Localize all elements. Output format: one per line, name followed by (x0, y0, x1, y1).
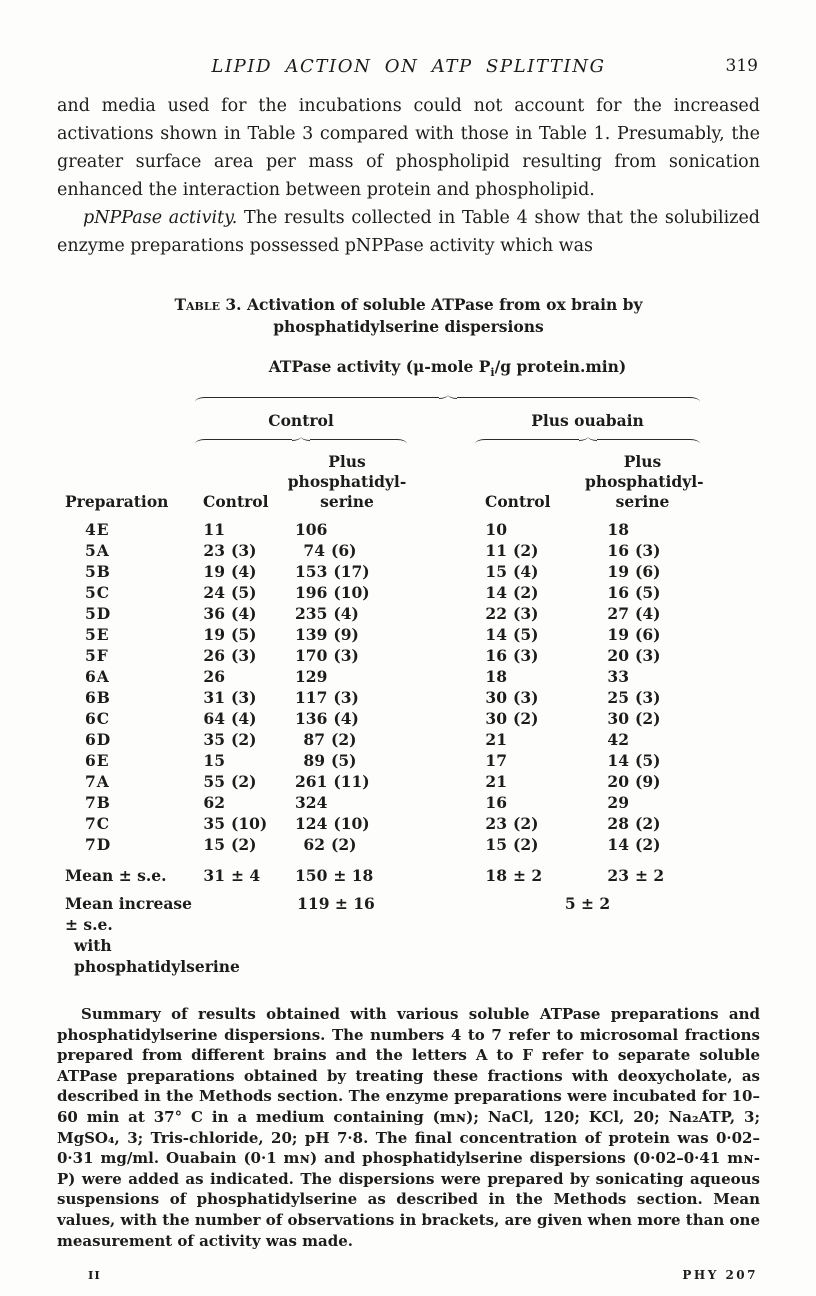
value-number: 31 (203, 688, 225, 708)
value-cell (195, 561, 287, 582)
table-row (60, 540, 700, 561)
value-number: 14 (607, 751, 629, 771)
mean-increase-label: Mean increase ± s.e. with phosphatidylserine (65, 894, 240, 977)
value-number: 15 (485, 835, 507, 855)
group-gap (407, 540, 475, 561)
table-caption-text: Activation of soluble ATPase from ox brain by (246, 295, 643, 314)
mean-increase-section (60, 886, 700, 977)
observation-count: (3) (513, 646, 539, 666)
value-number: 62 (203, 793, 225, 813)
observation-count: (3) (635, 541, 661, 561)
prep-code: 6C (85, 709, 111, 729)
value-cell (287, 561, 407, 582)
table-caption (57, 294, 760, 338)
value-cell (475, 582, 585, 603)
observation-count: (10) (231, 814, 268, 834)
mean-increase-value-control: 119 ± 16 (297, 894, 375, 914)
value-number: 19 (203, 562, 225, 582)
page-footer (57, 1268, 760, 1282)
value-number: 18 (607, 520, 629, 540)
value-cell (585, 603, 700, 624)
observation-count: (5) (231, 583, 257, 603)
value-cell (475, 645, 585, 666)
value-number: 21 (485, 772, 507, 792)
value-cell (195, 519, 287, 540)
value-cell (475, 813, 585, 834)
value-number: 24 (203, 583, 225, 603)
value-number: 28 (607, 814, 629, 834)
table-row (60, 792, 700, 813)
value-number: 124 (295, 814, 328, 834)
value-cell (585, 750, 700, 771)
table-body (60, 519, 700, 886)
prep-code: 7D (85, 835, 112, 855)
value-number: 20 (607, 772, 629, 792)
group-header-plus-ouabain: Plus ouabain (531, 411, 644, 431)
value-number: 25 (607, 688, 629, 708)
prep-code: 6D (85, 730, 112, 750)
group-gap (407, 603, 475, 624)
value-number: 62 (303, 835, 325, 855)
table-row (60, 813, 700, 834)
value-cell (287, 540, 407, 561)
group-gap (407, 645, 475, 666)
observation-count: (6) (635, 562, 661, 582)
value-cell (195, 540, 287, 561)
value-cell (195, 855, 287, 886)
observation-count: (3) (635, 646, 661, 666)
group-gap (407, 834, 475, 855)
value-cell (195, 813, 287, 834)
column-header-preparation: Preparation (65, 492, 169, 512)
observation-count: (2) (513, 814, 539, 834)
value-number: 55 (203, 772, 225, 792)
value-cell (287, 519, 407, 540)
observation-count: (11) (333, 772, 370, 792)
span-brace-atpase-activity (195, 393, 700, 402)
value-number: 42 (607, 730, 629, 750)
value-number: 11 (485, 541, 507, 561)
value-cell (585, 771, 700, 792)
observation-count: (3) (513, 604, 539, 624)
value-number: 15 (203, 835, 225, 855)
observation-count: (2) (635, 709, 661, 729)
group-gap (407, 624, 475, 645)
table-row (60, 771, 700, 792)
value-cell (585, 834, 700, 855)
table-subtitle (195, 356, 700, 393)
observation-count: (5) (635, 583, 661, 603)
table-caption-line2: phosphatidylserine dispersions (273, 317, 544, 336)
value-number: 324 (295, 793, 328, 813)
signature-mark: II (88, 1268, 101, 1283)
paragraph-lead-italic: pNPPase activity. (83, 208, 238, 228)
value-number: 18 (485, 667, 507, 687)
observation-count: (4) (333, 604, 359, 624)
value-cell (585, 666, 700, 687)
value-cell (287, 603, 407, 624)
value-cell (475, 624, 585, 645)
table-row (60, 834, 700, 855)
brace-row-groups (60, 435, 700, 448)
column-header-row (60, 448, 700, 519)
value-cell (287, 666, 407, 687)
value-cell (287, 729, 407, 750)
value-cell (195, 771, 287, 792)
subtitle-subscript: i (490, 366, 495, 380)
value-cell (475, 750, 585, 771)
observation-count: (2) (231, 772, 257, 792)
column-header-plus-phosphatidylserine-2: Plus phosphatidyl- serine (585, 452, 704, 512)
value-cell (195, 792, 287, 813)
table-caption-label: Table 3. (174, 295, 242, 314)
value-cell (195, 666, 287, 687)
value-cell (475, 729, 585, 750)
group-gap (407, 771, 475, 792)
body-paragraph-1: and media used for the incubations could not account for the increased activations shown in Table 3 compared with those in Table 1. Presumably, the greater surface area per mass of phospholipid resulting from sonication enhanced the interaction between protein and phospholipid. (57, 96, 760, 200)
value-cell (287, 855, 407, 886)
group-gap (407, 729, 475, 750)
observation-count: (2) (331, 730, 357, 750)
value-number: 18 (485, 866, 507, 886)
value-number: 22 (485, 604, 507, 624)
mean-increase-row (60, 886, 700, 977)
value-number: 196 (295, 583, 328, 603)
paragraph-rest: The results collected in Table 4 show that the solubilized enzyme preparations possessed pNPPase activity which was (57, 208, 761, 256)
observation-count: (2) (513, 541, 539, 561)
observation-count: ± 18 (333, 866, 374, 886)
subtitle-pre: ATPase activity (μ-mole P (268, 357, 491, 376)
value-cell (585, 582, 700, 603)
group-gap (407, 708, 475, 729)
value-cell (195, 645, 287, 666)
value-cell (585, 687, 700, 708)
value-cell (475, 792, 585, 813)
value-cell (585, 561, 700, 582)
value-cell (195, 603, 287, 624)
value-cell (475, 771, 585, 792)
table-row (60, 666, 700, 687)
value-number: 35 (203, 730, 225, 750)
observation-count: (5) (331, 751, 357, 771)
value-number: 36 (203, 604, 225, 624)
journal-mark: PHY 207 (682, 1268, 758, 1283)
value-number: 15 (485, 562, 507, 582)
observation-count: ± 4 (231, 866, 261, 886)
value-cell (195, 582, 287, 603)
span-brace-control (195, 435, 407, 444)
observation-count: (3) (333, 688, 359, 708)
value-number: 14 (485, 583, 507, 603)
value-cell (287, 750, 407, 771)
value-cell (475, 708, 585, 729)
value-number: 17 (485, 751, 507, 771)
table-row (60, 855, 700, 886)
group-gap (407, 582, 475, 603)
page-number: 319 (725, 56, 758, 76)
value-cell (287, 813, 407, 834)
value-cell (475, 666, 585, 687)
value-number: 23 (485, 814, 507, 834)
value-number: 89 (303, 751, 325, 771)
table-row (60, 687, 700, 708)
observation-count: (2) (513, 709, 539, 729)
observation-count: (4) (231, 604, 257, 624)
observation-count: (2) (513, 835, 539, 855)
observation-count: (3) (231, 646, 257, 666)
value-cell (287, 645, 407, 666)
group-gap (407, 561, 475, 582)
observation-count: (17) (333, 562, 370, 582)
value-cell (195, 729, 287, 750)
subtitle-post: /g protein.min) (494, 357, 627, 376)
value-cell (585, 729, 700, 750)
value-cell (475, 561, 585, 582)
value-number: 11 (203, 520, 225, 540)
value-number: 26 (203, 646, 225, 666)
observation-count: (6) (331, 541, 357, 561)
running-title: LIPID ACTION ON ATP SPLITTING (211, 56, 606, 77)
value-number: 106 (295, 520, 328, 540)
prep-code: 5D (85, 604, 112, 624)
group-gap (407, 792, 475, 813)
mean-increase-value-ouabain: 5 ± 2 (564, 894, 611, 914)
value-cell (585, 519, 700, 540)
prep-code: 7B (85, 793, 111, 813)
value-number: 30 (607, 709, 629, 729)
value-number: 139 (295, 625, 328, 645)
observation-count: (5) (513, 625, 539, 645)
value-cell (585, 624, 700, 645)
value-cell (195, 750, 287, 771)
observation-count: (4) (635, 604, 661, 624)
value-number: 35 (203, 814, 225, 834)
group-header-row (60, 406, 700, 435)
observation-count: (5) (231, 625, 257, 645)
value-cell (287, 582, 407, 603)
observation-count: (6) (635, 625, 661, 645)
value-cell (475, 540, 585, 561)
value-cell (475, 519, 585, 540)
value-number: 19 (607, 625, 629, 645)
prep-code: 6B (85, 688, 111, 708)
group-gap (407, 813, 475, 834)
value-number: 19 (607, 562, 629, 582)
value-cell (287, 708, 407, 729)
value-cell (287, 687, 407, 708)
column-header-control-1: Control (203, 492, 269, 512)
value-number: 33 (607, 667, 629, 687)
value-cell (475, 603, 585, 624)
value-cell (585, 708, 700, 729)
value-number: 129 (295, 667, 328, 687)
value-number: 21 (485, 730, 507, 750)
group-gap (407, 855, 475, 886)
observation-count: (4) (513, 562, 539, 582)
value-cell (287, 792, 407, 813)
prep-code: 5E (85, 625, 110, 645)
value-number: 261 (295, 772, 328, 792)
brace-row-all (60, 393, 700, 406)
span-brace-plus-ouabain (475, 435, 700, 444)
value-number: 16 (485, 646, 507, 666)
value-number: 29 (607, 793, 629, 813)
subtitle-row (60, 356, 700, 393)
table-row (60, 561, 700, 582)
observation-count: (2) (231, 835, 257, 855)
observation-count: (3) (333, 646, 359, 666)
table-summary-paragraph: Summary of results obtained with various soluble ATPase preparations and phosphatidylserine dispersions. The numbers 4 to 7 refer to microsomal fractions prepared from different brains and the letters A to F refer to separate soluble ATPase preparations obtained by treating these fractions with deoxycholate, as described in the Methods section. The enzyme preparations were incubated for 10–60 min at 37° C in a medium containing (mɴ); NaCl, 120; KCl, 20; Na₂ATP, 3; MgSO₄, 3; Tris-chloride, 20; pH 7·8. The final concentration of protein was 0·02–0·31 mg/ml. Ouabain (0·1 mɴ) and phosphatidylserine dispersions (0·02–0·41 mɴ-P) were added as indicated. The dispersions were prepared by sonicating aqueous suspensions of phosphatidylserine as described in the Methods section. Mean values, with the number of observations in brackets, are given when more than one measurement of activity was made. (57, 1005, 760, 1250)
table-row (60, 645, 700, 666)
observation-count: (4) (231, 709, 257, 729)
prep-code: 5A (85, 541, 110, 561)
value-number: 117 (295, 688, 328, 708)
value-cell (287, 771, 407, 792)
value-number: 20 (607, 646, 629, 666)
activation-table (60, 356, 704, 977)
value-number: 10 (485, 520, 507, 540)
prep-code: 6A (85, 667, 110, 687)
observation-count: (2) (331, 835, 357, 855)
prep-code: 5C (85, 583, 111, 603)
value-number: 170 (295, 646, 328, 666)
value-number: 31 (203, 866, 225, 886)
group-gap (407, 687, 475, 708)
value-number: 14 (485, 625, 507, 645)
value-number: 150 (295, 866, 328, 886)
value-cell (287, 624, 407, 645)
prep-code: 4E (85, 520, 110, 540)
table-row (60, 519, 700, 540)
value-cell (585, 645, 700, 666)
prep-code: 6E (85, 751, 110, 771)
value-cell (195, 624, 287, 645)
table-row (60, 708, 700, 729)
observation-count: (9) (635, 772, 661, 792)
observation-count: (10) (333, 583, 370, 603)
value-number: 26 (203, 667, 225, 687)
observation-count: (3) (231, 688, 257, 708)
value-cell (195, 708, 287, 729)
column-header-plus-phosphatidylserine-1: Plus phosphatidyl- serine (287, 452, 407, 512)
observation-count: (4) (231, 562, 257, 582)
value-number: 19 (203, 625, 225, 645)
table-row (60, 729, 700, 750)
value-cell (195, 687, 287, 708)
table-caption-line1 (57, 294, 760, 316)
table-row (60, 603, 700, 624)
value-cell (195, 834, 287, 855)
group-header-control: Control (268, 411, 334, 431)
observation-count: (10) (333, 814, 370, 834)
column-header-control-2: Control (485, 492, 551, 512)
observation-count: ± 2 (513, 866, 543, 886)
observation-count: (3) (635, 688, 661, 708)
prep-code: 7A (85, 772, 110, 792)
row-label: Mean ± s.e. (65, 866, 167, 886)
value-number: 235 (295, 604, 328, 624)
observation-count: (2) (635, 835, 661, 855)
observation-count: (2) (513, 583, 539, 603)
value-cell (585, 855, 700, 886)
value-number: 16 (485, 793, 507, 813)
observation-count: (3) (231, 541, 257, 561)
table-row (60, 750, 700, 771)
value-number: 14 (607, 835, 629, 855)
observation-count: (4) (333, 709, 359, 729)
value-cell (585, 792, 700, 813)
value-cell (475, 855, 585, 886)
prep-code: 7C (85, 814, 111, 834)
value-number: 27 (607, 604, 629, 624)
value-cell (287, 834, 407, 855)
observation-count: ± 2 (635, 866, 665, 886)
value-number: 23 (607, 866, 629, 886)
value-number: 23 (203, 541, 225, 561)
value-number: 30 (485, 709, 507, 729)
value-number: 87 (303, 730, 325, 750)
table-row (60, 624, 700, 645)
value-number: 16 (607, 541, 629, 561)
value-number: 15 (203, 751, 225, 771)
observation-count: (2) (635, 814, 661, 834)
value-cell (475, 834, 585, 855)
table-row (60, 582, 700, 603)
prep-code: 5F (85, 646, 109, 666)
value-cell (475, 687, 585, 708)
value-number: 74 (303, 541, 325, 561)
value-number: 64 (203, 709, 225, 729)
body-paragraph-2 (57, 204, 760, 260)
group-gap (407, 750, 475, 771)
value-number: 16 (607, 583, 629, 603)
observation-count: (2) (231, 730, 257, 750)
observation-count: (9) (333, 625, 359, 645)
page-header (57, 56, 760, 82)
group-gap (407, 666, 475, 687)
prep-code: 5B (85, 562, 111, 582)
value-cell (585, 540, 700, 561)
value-number: 153 (295, 562, 328, 582)
value-number: 30 (485, 688, 507, 708)
observation-count: (3) (513, 688, 539, 708)
group-gap (407, 519, 475, 540)
value-number: 136 (295, 709, 328, 729)
table-head (60, 356, 704, 519)
observation-count: (5) (635, 751, 661, 771)
value-cell (585, 813, 700, 834)
